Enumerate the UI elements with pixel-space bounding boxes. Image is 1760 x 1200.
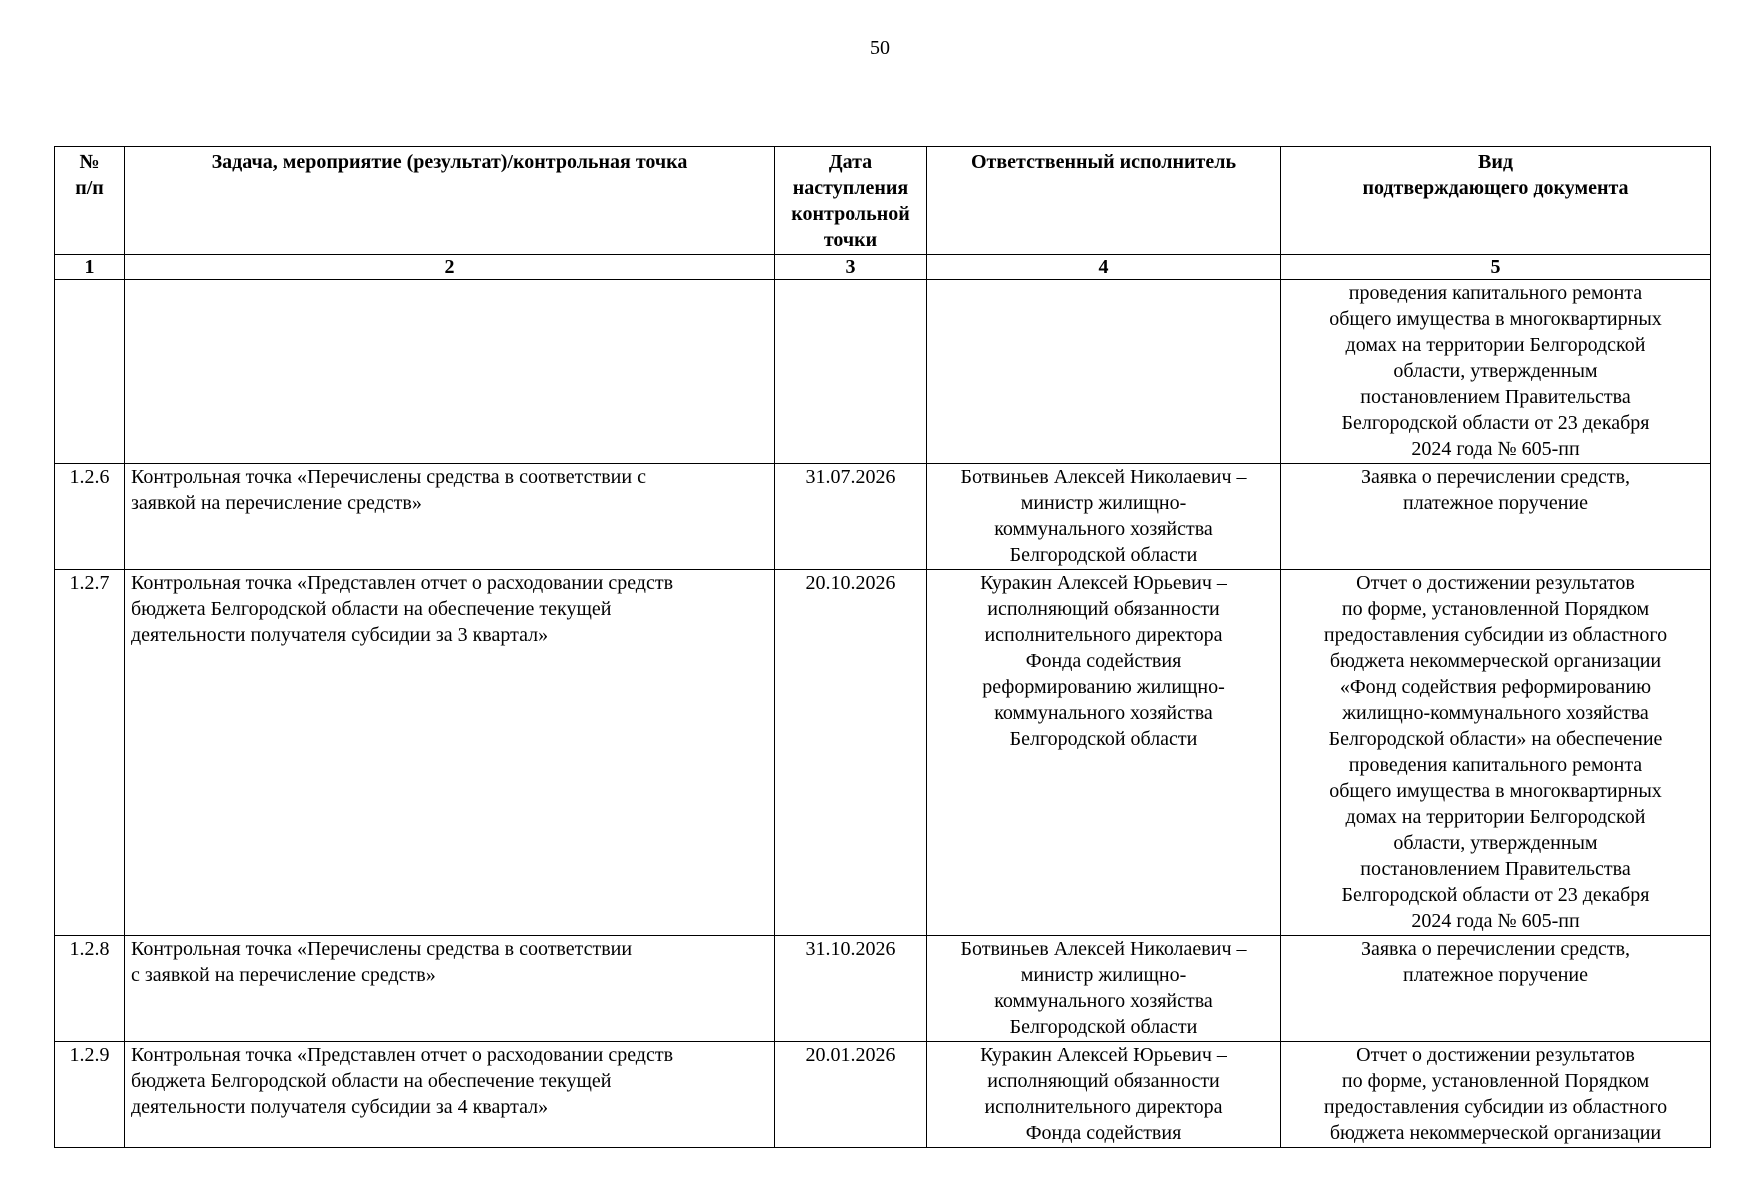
- column-number: 1: [55, 255, 125, 280]
- control-points-table: [54, 146, 1711, 1148]
- table-row: [55, 570, 1711, 936]
- row-number: 1.2.7: [55, 570, 125, 936]
- row-task: Контрольная точка «Представлен отчет о расходовании средств бюджета Белгородской области на обеспечение текущей деятельности получателя субсидии за 4 квартал»: [125, 1042, 775, 1148]
- row-document: Заявка о перечислении средств, платежное поручение: [1281, 464, 1711, 570]
- row-date: 20.01.2026: [775, 1042, 927, 1148]
- row-document: проведения капитального ремонта общего имущества в многоквартирных домах на территории Белгородской области, утвержденным постановлением Правительства Белгородской области от 23 декабря 2024 года № 605-пп: [1281, 280, 1711, 464]
- row-responsible: Ботвиньев Алексей Николаевич – министр жилищно- коммунального хозяйства Белгородской области: [927, 936, 1281, 1042]
- column-number: 4: [927, 255, 1281, 280]
- row-task: Контрольная точка «Представлен отчет о расходовании средств бюджета Белгородской области на обеспечение текущей деятельности получателя субсидии за 3 квартал»: [125, 570, 775, 936]
- row-number: 1.2.9: [55, 1042, 125, 1148]
- row-task: Контрольная точка «Перечислены средства в соответствии с заявкой на перечисление средств»: [125, 464, 775, 570]
- header-date: Дата наступления контрольной точки: [775, 147, 927, 255]
- row-task: Контрольная точка «Перечислены средства в соответствии с заявкой на перечисление средств»: [125, 936, 775, 1042]
- row-task: [125, 280, 775, 464]
- row-number: [55, 280, 125, 464]
- row-document: Отчет о достижении результатов по форме, установленной Порядком предоставления субсидии из областного бюджета некоммерческой организации «Фонд содействия реформированию жилищно-коммунального хозяйства Белгородской области» на обеспечение проведения капитального ремонта общего имущества в многоквартирных домах на территории Белгородской области, утвержденным постановлением Правительства Белгородской области от 23 декабря 2024 года № 605-пп: [1281, 570, 1711, 936]
- table-header-row: [55, 147, 1711, 255]
- page-number: 50: [870, 37, 890, 59]
- row-document: Заявка о перечислении средств, платежное поручение: [1281, 936, 1711, 1042]
- row-date: 31.07.2026: [775, 464, 927, 570]
- row-responsible: [927, 280, 1281, 464]
- column-number: 5: [1281, 255, 1711, 280]
- column-number: 3: [775, 255, 927, 280]
- row-date: 31.10.2026: [775, 936, 927, 1042]
- column-number: 2: [125, 255, 775, 280]
- header-document: Вид подтверждающего документа: [1281, 147, 1711, 255]
- table-row: [55, 936, 1711, 1042]
- header-responsible: Ответственный исполнитель: [927, 147, 1281, 255]
- header-task: Задача, мероприятие (результат)/контрольная точка: [125, 147, 775, 255]
- row-number: 1.2.6: [55, 464, 125, 570]
- row-date: 20.10.2026: [775, 570, 927, 936]
- row-responsible: Куракин Алексей Юрьевич – исполняющий обязанности исполнительного директора Фонда содействия: [927, 1042, 1281, 1148]
- header-num: № п/п: [55, 147, 125, 255]
- row-date: [775, 280, 927, 464]
- row-document: Отчет о достижении результатов по форме, установленной Порядком предоставления субсидии из областного бюджета некоммерческой организации: [1281, 1042, 1711, 1148]
- table-row: [55, 280, 1711, 464]
- row-responsible: Ботвиньев Алексей Николаевич – министр жилищно- коммунального хозяйства Белгородской области: [927, 464, 1281, 570]
- row-responsible: Куракин Алексей Юрьевич – исполняющий обязанности исполнительного директора Фонда содействия реформированию жилищно- коммунального хозяйства Белгородской области: [927, 570, 1281, 936]
- table-row: [55, 1042, 1711, 1148]
- row-number: 1.2.8: [55, 936, 125, 1042]
- table-row: [55, 464, 1711, 570]
- column-number-row: [55, 255, 1711, 280]
